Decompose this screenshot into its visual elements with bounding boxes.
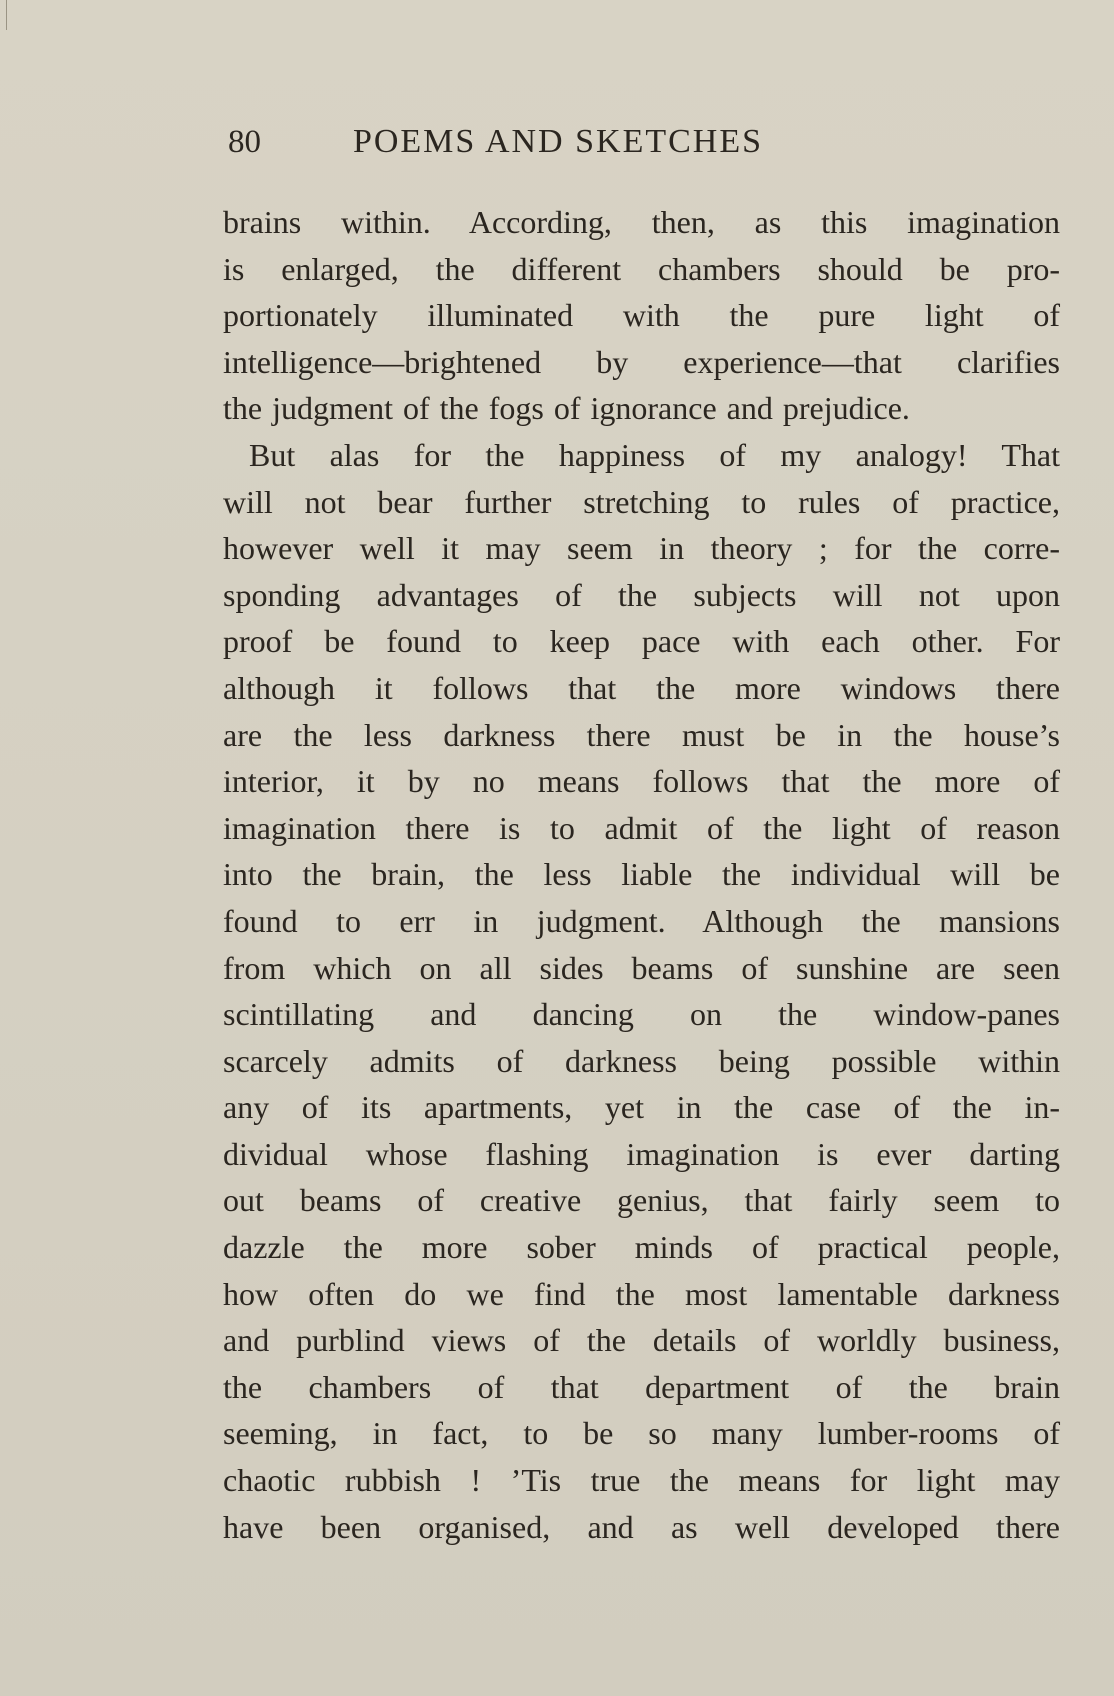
text-line: into the brain, the less liable the individual will be: [223, 856, 1060, 893]
text-line: proof be found to keep pace with each other. For: [223, 623, 1060, 660]
running-head: [228, 122, 888, 164]
text-line: imagination there is to admit of the light of reason: [223, 809, 1060, 846]
text-line: found to err in judgment. Although the mansions: [223, 902, 1060, 939]
text-line: are the less darkness there must be in the house’s: [223, 716, 1060, 753]
text-line: But alas for the happiness of my analogy! That: [249, 436, 1060, 473]
text-line: seeming, in fact, to be so many lumber-rooms of: [223, 1415, 1060, 1452]
text-line: how often do we find the most lamentable darkness: [223, 1275, 1060, 1312]
text-line: however well it may seem in theory ; for the corre-: [223, 530, 1060, 567]
page-number: 80: [228, 124, 261, 160]
text-line: dazzle the more sober minds of practical people,: [223, 1229, 1060, 1266]
text-line: scintillating and dancing on the window-panes: [223, 996, 1060, 1033]
text-line: scarcely admits of darkness being possible within: [223, 1042, 1060, 1079]
text-line: from which on all sides beams of sunshine are seen: [223, 949, 1060, 986]
text-line: although it follows that the more windows there: [223, 669, 1060, 706]
text-line: any of its apartments, yet in the case of the in-: [223, 1089, 1060, 1126]
text-line: chaotic rubbish ! ’Tis true the means for light may: [223, 1462, 1060, 1499]
text-line: the judgment of the fogs of ignorance and prejudice.: [223, 390, 910, 427]
body-text: [223, 199, 1060, 1550]
text-line: portionately illuminated with the pure light of: [223, 297, 1060, 334]
text-line: dividual whose flashing imagination is ever darting: [223, 1135, 1060, 1172]
text-line: and purblind views of the details of worldly business,: [223, 1322, 1060, 1359]
text-line: intelligence—brightened by experience—that clarifies: [223, 343, 1060, 380]
text-line: brains within. According, then, as this imagination: [223, 204, 1060, 240]
text-line: the chambers of that department of the brain: [223, 1368, 1060, 1405]
text-line: interior, it by no means follows that the more of: [223, 763, 1060, 800]
page-edge-mark: [6, 0, 7, 30]
text-line: out beams of creative genius, that fairly seem to: [223, 1182, 1060, 1219]
text-line: have been organised, and as well developed there: [223, 1508, 1060, 1545]
running-title: POEMS AND SKETCHES: [352, 123, 764, 160]
text-line: will not bear further stretching to rules of practice,: [223, 483, 1060, 520]
text-line: sponding advantages of the subjects will not upon: [223, 576, 1060, 613]
text-line: is enlarged, the different chambers should be pro-: [223, 250, 1060, 287]
